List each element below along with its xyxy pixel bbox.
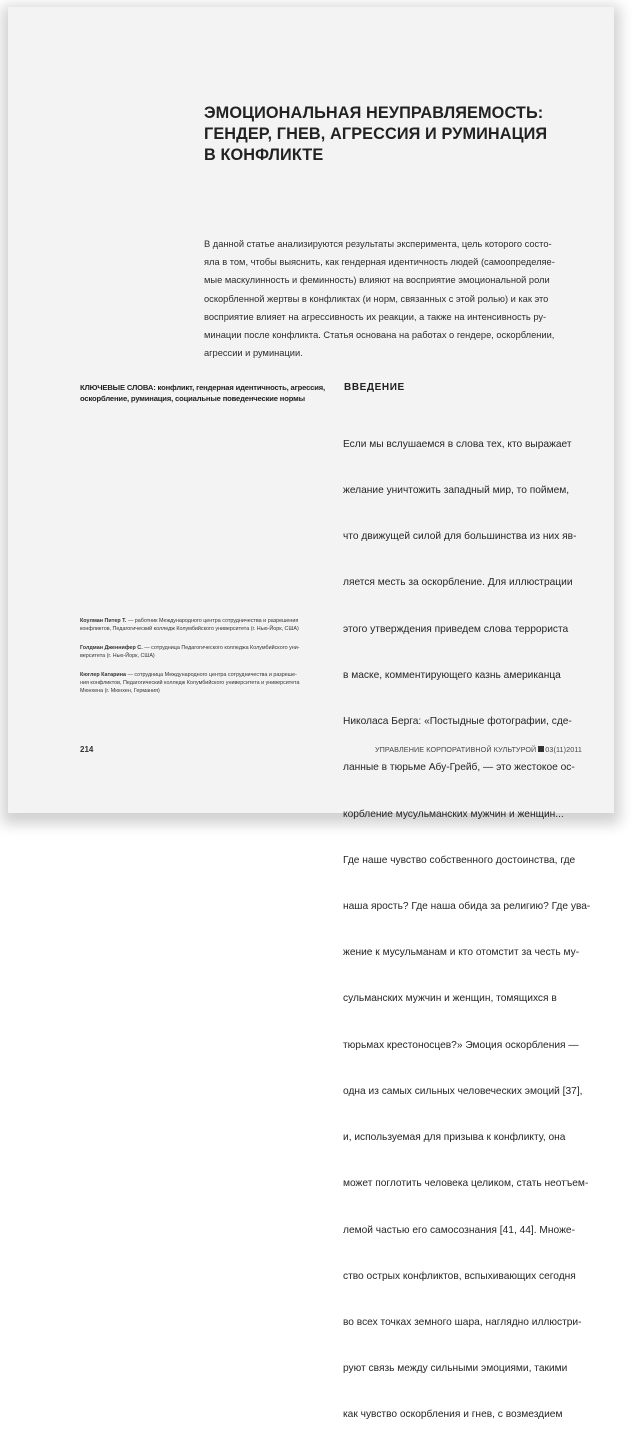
body-line: что движущей силой для большинства из них яв- (343, 531, 577, 543)
body-line: Где наше чувство собственного достоинства, где (343, 854, 576, 866)
abstract-line: оскорбленной жертвы в конфликтах (и норм, связанных с этой ролью) и как это (204, 293, 549, 304)
keywords-line: оскорбление, руминация, социальные поведенческие нормы (80, 394, 305, 403)
body-line: как чувство оскорбления и гнев, с возмездием (343, 1409, 563, 1421)
body-line: во всех точках земного шара, наглядно иллюстри- (343, 1316, 582, 1328)
page-number: 214 (80, 745, 94, 754)
body-line: в маске, комментирующего казнь американца (343, 669, 561, 681)
body-line: может поглотить человека целиком, стать неотъем- (343, 1178, 589, 1190)
body-line: Николаса Берга: «Постыдные фотографии, сде- (343, 716, 572, 728)
abstract (204, 235, 594, 362)
abstract-line: агрессии и руминации. (204, 348, 303, 359)
author-affiliation: — работник Международного центра сотрудничества и разрешения (126, 618, 299, 624)
body-line: тюрьмах крестоносцев?» Эмоция оскорбления — (343, 1039, 579, 1051)
body-line: Если мы вслушаемся в слова тех, кто выражает (343, 438, 572, 450)
article-title (204, 103, 584, 166)
issue-number: 03(11)2011 (545, 745, 582, 754)
body-line: ланные в тюрьме Абу-Грейб, — это жестокое ос- (343, 762, 575, 774)
keywords-line: КЛЮЧЕВЫЕ СЛОВА: конфликт, гендерная идентичность, агрессия, (80, 383, 325, 392)
author-note (80, 617, 342, 634)
author-name: Кюглер Катарина (80, 671, 126, 678)
document-page (8, 7, 614, 1421)
square-bullet-icon (538, 746, 544, 752)
body-line: желание уничтожить западный мир, то поймем, (343, 485, 570, 497)
title-line: ЭМОЦИОНАЛЬНАЯ НЕУПРАВЛЯЕМОСТЬ: (204, 104, 544, 122)
body-line: жение к мусульманам и кто отомстит за честь му- (343, 947, 580, 959)
abstract-line: минации после конфликта. Статья основана на работах о гендере, оскорблении, (204, 330, 555, 341)
title-line: ГЕНДЕР, ГНЕВ, АГРЕССИЯ И РУМИНАЦИЯ (204, 125, 548, 143)
abstract-line: восприятие влияет на агрессивность их реакции, а также на интенсивность ру- (204, 311, 547, 322)
body-line: и, используемая для призыва к конфликту, она (343, 1132, 566, 1144)
body-line: одна из самых сильных человеческих эмоций [37], (343, 1085, 583, 1097)
author-affiliation: — сотрудница Педагогического колледжа Колумбийского уни- (142, 644, 300, 651)
author-affiliation: Мюнхена (г. Мюнхен, Германия) (80, 688, 160, 695)
author-name: Голдман Дженнифер С. (80, 644, 143, 651)
abstract-line: мые маскулинность и феминность) влияют на восприятие эмоциональной роли (204, 275, 550, 286)
body-line: руют связь между сильными эмоциями, такими (343, 1363, 568, 1375)
body-line: наша ярость? Где наша обида за религию? Где ува- (343, 901, 591, 912)
body-line: ство острых конфликтов, вспыхивающих сегодня (343, 1270, 576, 1282)
section-heading: ВВЕДЕНИЕ (344, 382, 405, 393)
body-line: этого утверждения приведем слова террориста (343, 623, 569, 635)
title-line: В КОНФЛИКТЕ (204, 146, 324, 164)
author-affiliation: — сотрудница Международного центра сотрудничества и разреше- (126, 671, 297, 678)
running-footer (375, 745, 582, 754)
author-note (80, 671, 342, 696)
author-affiliation: конфликтов, Педагогический колледж Колумбийского университета (г. Нью-Йорк, США) (80, 626, 299, 633)
author-name: Коулман Питер Т. (80, 618, 127, 624)
journal-name: УПРАВЛЕНИЕ КОРПОРАТИВНОЙ КУЛЬТУРОЙ (374, 745, 537, 754)
body-line: лемой частью его самосознания [41, 44]. Множе- (343, 1224, 575, 1236)
abstract-line: В данной статье анализируются результаты эксперимента, цель которого состо- (204, 239, 552, 249)
body-text (343, 406, 593, 1454)
body-line: сульманских мужчин и женщин, томящихся в (343, 993, 557, 1005)
author-affiliation: ния конфликтов, Педагогический колледж Колумбийского университета и университета (80, 680, 300, 687)
abstract-line: яла в том, чтобы выяснить, как гендерная идентичность людей (самоопределяе- (204, 257, 555, 268)
body-line: ляется месть за оскорбление. Для иллюстрации (343, 577, 573, 589)
author-affiliation: верситета (г. Нью-Йорк, США) (80, 653, 155, 660)
keywords (80, 382, 335, 404)
author-notes (80, 617, 342, 706)
body-line: корбление мусульманских мужчин и женщин... (343, 808, 564, 820)
author-note (80, 644, 342, 661)
